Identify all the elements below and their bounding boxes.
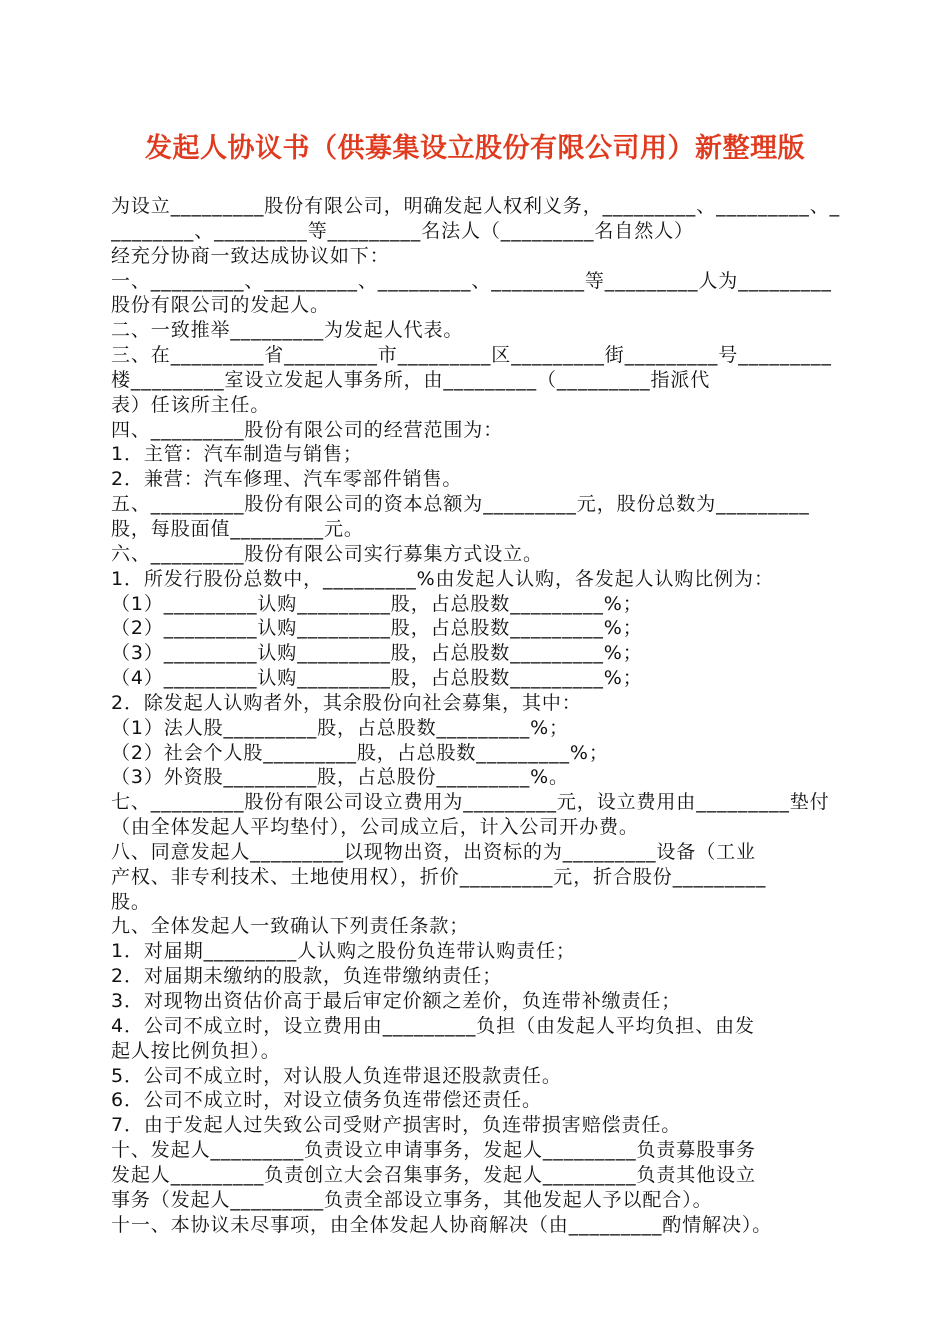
body-line: 为设立_________股份有限公司，明确发起人权利义务，_________、_________、_________、_________等_________名法人（_________名自然人） (111, 195, 841, 242)
body-line: 发起人_________负责创立大会召集事务，发起人_________负责其他设立 (111, 1163, 756, 1186)
body-line: 7．由于发起人过失致公司受财产损害时，负连带损害赔偿责任。 (111, 1114, 682, 1137)
body-line: 六、_________股份有限公司实行募集方式设立。 (111, 542, 543, 565)
body-line: 八、同意发起人_________以现物出资，出资标的为_________设备（工业 (111, 840, 756, 863)
body-line: 十、发起人_________负责设立申请事务，发起人_________负责募股事务 (111, 1139, 756, 1162)
body-line: （2）社会个人股_________股，占总股数_________%； (111, 741, 609, 764)
body-line: 表）任该所主任。 (111, 393, 271, 416)
body-line: （4）_________认购_________股，占总股数_________%； (111, 667, 643, 690)
body-line: 3．对现物出资估价高于最后审定价额之差价，负连带补缴责任； (111, 990, 682, 1012)
body-line: （2）_________认购_________股，占总股数_________%； (111, 617, 643, 640)
body-line: 6．公司不成立时，对设立债务负连带偿还责任。 (111, 1089, 542, 1112)
body-line: 1．主管：汽车制造与销售； (111, 443, 363, 466)
body-line: 4．公司不成立时，设立费用由_________负担（由发起人平均负担、由发 (111, 1014, 755, 1037)
body-line: 五、_________股份有限公司的资本总额为_________元，股份总数为_________股，每股面值_________元。 (111, 493, 810, 540)
body-line: （1）法人股_________股，占总股数_________%； (111, 716, 569, 739)
body-line: （3）_________认购_________股，占总股数_________%； (111, 642, 643, 665)
body-line: 三、在_________省_________市_________区_________街_________号_________楼_________室设立发起人事务所，由_________（_________指派代 (111, 344, 832, 391)
body-line: 二、一致推举_________为发起人代表。 (111, 319, 464, 342)
body-line: 2．对届期未缴纳的股款，负连带缴纳责任； (111, 965, 503, 988)
body-line: 起人按比例负担）。 (111, 1039, 281, 1062)
body-line: （1）_________认购_________股，占总股数_________%； (111, 592, 643, 615)
body-line: 2．除发起人认购者外，其余股份向社会募集，其中： (111, 691, 582, 714)
body-line: 七、_________股份有限公司设立费用为_________元，设立费用由_________垫付（由全体发起人平均垫付），公司成立后，计入公司开办费。 (111, 791, 830, 839)
body-line: 一、_________、_________、_________、_________等_________人为_________股份有限公司的发起人。 (111, 269, 832, 317)
body-line: 5．公司不成立时，对认股人负连带退还股款责任。 (111, 1064, 562, 1087)
body-line: 1．对届期_________人认购之股份负连带认购责任； (111, 940, 576, 963)
body-line: 九、全体发起人一致确认下列责任条款； (111, 915, 470, 938)
body-line: 十一、本协议未尽事项，由全体发起人协商解决（由_________酌情解决）。 (111, 1213, 773, 1236)
body-line: 经充分协商一致达成协议如下： (111, 244, 390, 267)
body-line: 股。 (111, 890, 151, 913)
body-line: 四、_________股份有限公司的经营范围为： (111, 418, 504, 441)
agreement-body (111, 194, 847, 1237)
document-title: 发起人协议书（供募集设立股份有限公司用）新整理版 (145, 133, 805, 164)
body-line: 2．兼营：汽车修理、汽车零部件销售。 (111, 468, 463, 491)
body-line: 产权、非专利技术、土地使用权），折价_________元，折合股份_________ (111, 865, 767, 888)
body-line: 事务（发起人_________负责全部设立事务，其他发起人予以配合）。 (111, 1188, 713, 1211)
body-line: 1．所发行股份总数中，_________%由发起人认购，各发起人认购比例为： (111, 567, 774, 590)
body-line: （3）外资股_________股，占总股份_________%。 (111, 766, 569, 789)
